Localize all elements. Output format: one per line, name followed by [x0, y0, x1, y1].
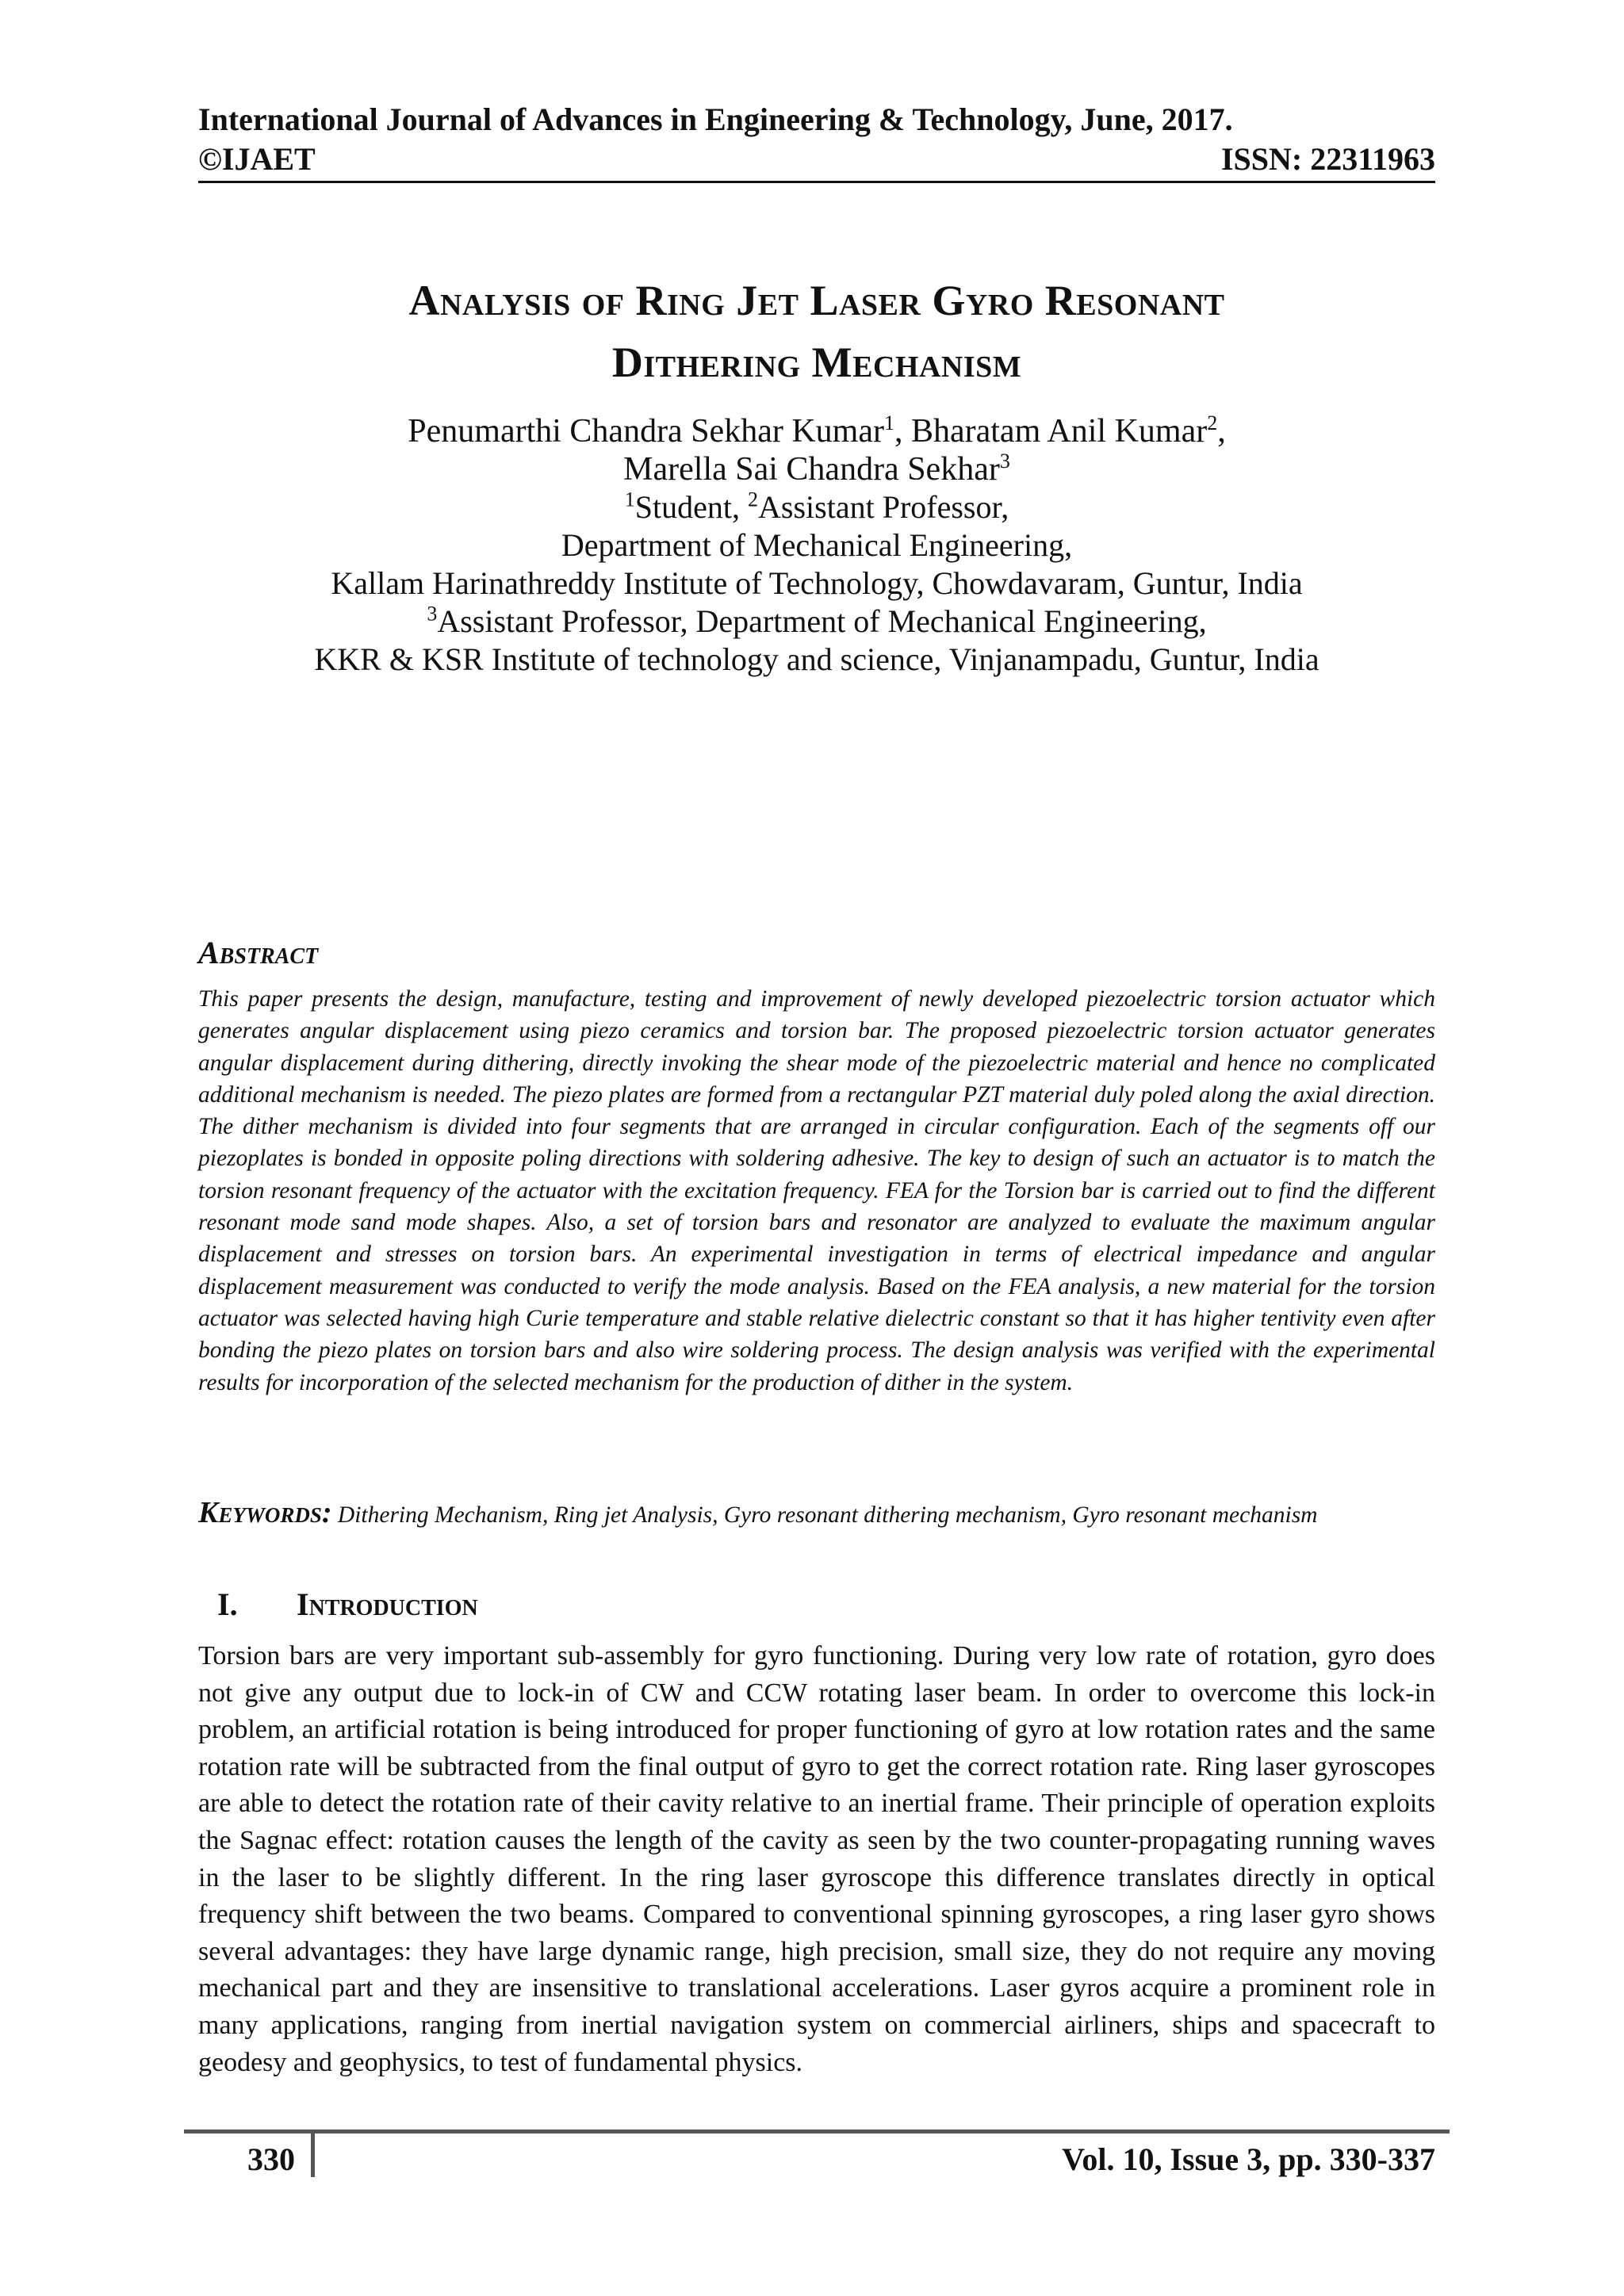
- keywords-text: Dithering Mechanism, Ring jet Analysis, Gyro resonant dithering mechanism, Gyro resonant mechanism: [331, 1502, 1318, 1528]
- paper-title: [198, 270, 1435, 393]
- header-row: [198, 140, 1435, 179]
- copyright-mark: ©IJAET: [198, 141, 316, 177]
- title-line-2: Dithering Mechanism: [611, 339, 1022, 386]
- role-assistant-professor: Assistant Professor,: [758, 489, 1009, 525]
- author-3-marker: 3: [999, 450, 1010, 473]
- author-2-marker: 2: [1207, 411, 1218, 434]
- affiliation-2-text: Assistant Professor, Department of Mechanical Engineering,: [437, 603, 1207, 639]
- header-divider: [198, 181, 1435, 183]
- running-footer: [247, 2141, 1435, 2178]
- author-separator: ,: [1217, 413, 1226, 450]
- volume-info: Vol. 10, Issue 3, pp. 330-337: [1062, 2141, 1435, 2177]
- affiliation-department: Department of Mechanical Engineering,: [561, 527, 1073, 563]
- author-3: Marella Sai Chandra Sekhar: [623, 451, 1000, 488]
- author-1-marker: 1: [883, 411, 894, 434]
- page-number: 330: [247, 2141, 295, 2177]
- affiliation-marker: 3: [427, 602, 438, 626]
- author-block: [198, 412, 1435, 679]
- section-number: I.: [217, 1586, 238, 1622]
- keywords-label: Keywords:: [198, 1496, 332, 1529]
- journal-name: International Journal of Advances in Engineering & Technology, June, 2017.: [198, 101, 1233, 137]
- abstract-heading: Abstract: [198, 935, 319, 970]
- affiliation-roles: [198, 488, 1435, 526]
- affiliation-2: [198, 603, 1435, 641]
- keywords: [198, 1497, 1435, 1531]
- abstract-body: This paper presents the design, manufacture, testing and improvement of newly developed piezoelectric torsion actuator which generates angular displacement using piezo ceramics and torsion bar. The proposed piezoelectric torsion actuator generates angular displacement during dithering, directly invoking the shear mode of the piezoelectric material and hence no complicated additional mechanism is needed. The piezo plates are formed from a rectangular PZT material duly poled along the axial direction. The dither mechanism is divided into four segments that are arranged in circular configuration. Each of the segments off our piezoplates is bonded in opposite poling directions with soldering adhesive. The key to design of such an actuator is to match the torsion resonant frequency of the actuator with the excitation frequency. FEA for the Torsion bar is carried out to find the different resonant mode sand mode shapes. Also, a set of torsion bars and resonator are analyzed to evaluate the maximum angular displacement and stresses on torsion bars. An experimental investigation in terms of electrical impedance and angular displacement measurement was conducted to verify the mode analysis. Based on the FEA analysis, a new material for the torsion actuator was selected having high Curie temperature and stable relative dielectric constant so that it has higher tentivity even after bonding the piezo plates on torsion bars and also wire soldering process. The design analysis was verified with the experimental results for incorporation of the selected mechanism for the production of dither in the system.: [198, 986, 1435, 1395]
- author-2: Bharatam Anil Kumar: [910, 413, 1208, 450]
- title-line-1: Analysis of Ring Jet Laser Gyro Resonant: [408, 277, 1225, 324]
- author-1: Penumarthi Chandra Sekhar Kumar: [408, 413, 884, 450]
- author-names-line-2: [198, 450, 1435, 488]
- affiliation-marker: 1: [624, 488, 635, 511]
- running-header: [198, 100, 1435, 179]
- issn: ISSN: 22311963: [1220, 141, 1435, 177]
- section-heading-introduction: [217, 1586, 478, 1623]
- author-names-line-1: [198, 412, 1435, 450]
- role-student: Student,: [634, 489, 749, 525]
- footer-divider: [184, 2130, 1450, 2133]
- affiliation-marker: 2: [748, 488, 759, 511]
- author-separator: ,: [894, 413, 911, 450]
- introduction-paragraph: Torsion bars are very important sub-assembly for gyro functioning. During very low rate of rotation, gyro does not give any output due to lock-in of CW and CCW rotating laser beam. In order to overcome this lock-in problem, an artificial rotation is being introduced for proper functioning of gyro at low rotation rates and the same rotation rate will be subtracted from the final output of gyro to get the correct rotation rate. Ring laser gyroscopes are able to detect the rotation rate of their cavity relative to an inertial frame. Their principle of operation exploits the Sagnac effect: rotation causes the length of the cavity as seen by the two counter-propagating running waves in the laser to be slightly different. In the ring laser gyroscope this difference translates directly in optical frequency shift between the two beams. Compared to conventional spinning gyroscopes, a ring laser gyro shows several advantages: they have large dynamic range, high precision, small size, they do not require any moving mechanical part and they are insensitive to translational accelerations. Laser gyros acquire a prominent role in many applications, ranging from inertial navigation system on commercial airliners, ships and spacecraft to geodesy and geophysics, to test of fundamental physics.: [198, 1641, 1435, 2077]
- section-title: Introduction: [297, 1586, 478, 1622]
- affiliation-institute-2: KKR & KSR Institute of technology and science, Vinjanampadu, Guntur, India: [314, 641, 1320, 677]
- affiliation-institute-1: Kallam Harinathreddy Institute of Technology, Chowdavaram, Guntur, India: [331, 565, 1303, 601]
